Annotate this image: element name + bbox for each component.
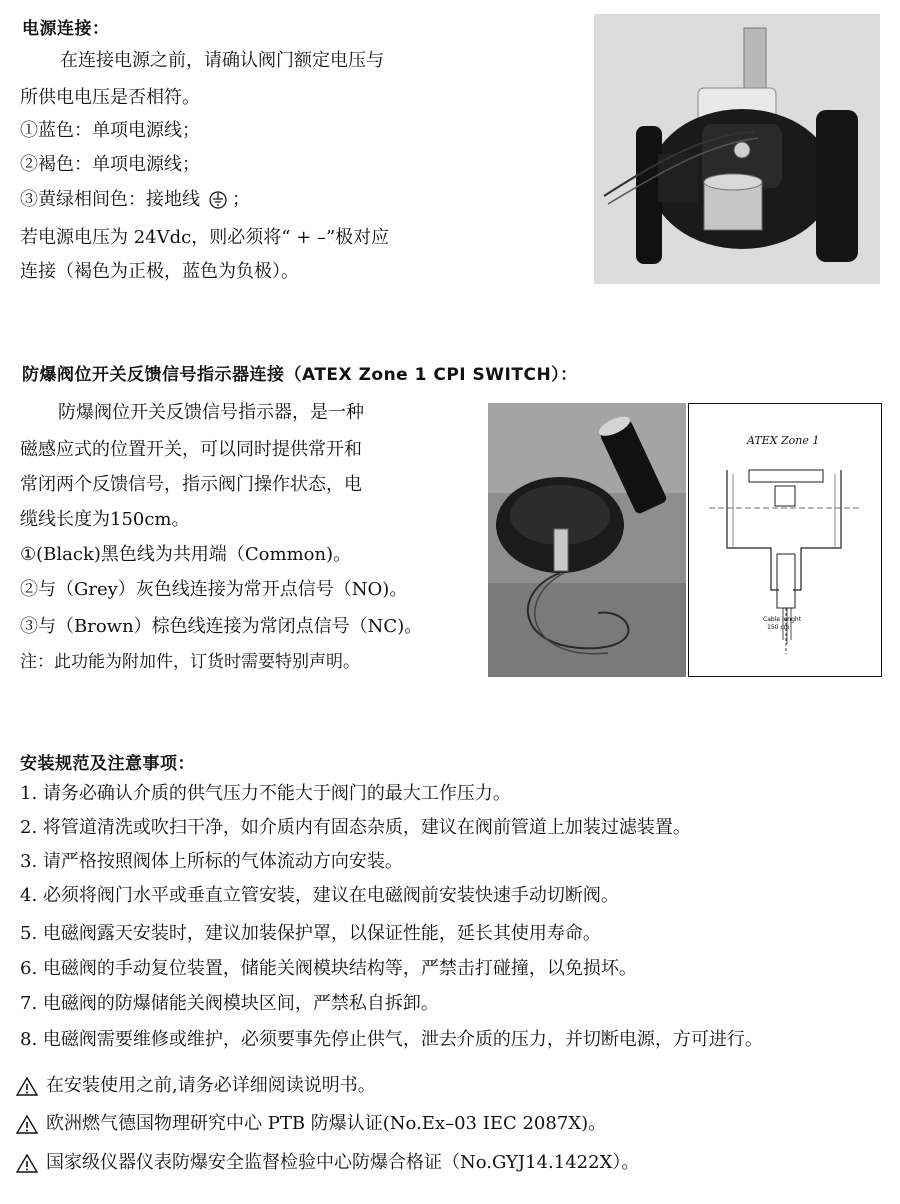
diagram-cable-note-1: Cable lenght xyxy=(763,616,802,623)
power-text-voltage: 若电源电压为 24Vdc，则必须将“ + –”极对应 xyxy=(20,227,390,248)
cpi-text-line-3: 常闭两个反馈信号，指示阀门操作状态，电 xyxy=(20,474,362,495)
power-text-line-2: 所供电电压是否相符。 xyxy=(20,87,200,108)
installation-item: 4. 必须将阀门水平或垂直立管安装，建议在电磁阀前安装快速手动切断阀。 xyxy=(20,885,619,906)
installation-item: 2. 将管道清洗或吹扫干净，如介质内有固态杂质，建议在阀前管道上加装过滤装置。 xyxy=(20,817,691,838)
installation-item: 5. 电磁阀露天安装时，建议加装保护罩，以保证性能，延长其使用寿命。 xyxy=(20,923,601,944)
ground-line-text: ③黄绿相间色：接地线 xyxy=(20,189,200,210)
warning-triangle-icon xyxy=(16,1153,38,1173)
power-text-polarity: 连接（褐色为正极，蓝色为负极）。 xyxy=(20,261,299,282)
installation-item: 8. 电磁阀需要维修或维护，必须要事先停止供气，泄去介质的压力，并切断电源，方可进行。 xyxy=(20,1029,763,1050)
section-heading-cpi-switch: 防爆阀位开关反馈信号指示器连接（ATEX Zone 1 CPI SWITCH）： xyxy=(22,365,578,385)
cpi-wire-brown: ③与（Brown）棕色线连接为常闭点信号（NC)。 xyxy=(20,616,423,637)
section-heading-installation: 安装规范及注意事项： xyxy=(20,754,195,774)
warning-read-manual xyxy=(16,1076,376,1096)
installation-item: 3. 请严格按照阀体上所标的气体流动方向安装。 xyxy=(20,851,403,872)
warning-text: 欧洲燃气德国物理研究中心 PTB 防爆认证(No.Ex–03 IEC 2087X)。 xyxy=(46,1113,607,1134)
cpi-text-line-4: 缆线长度为150cm。 xyxy=(20,509,190,530)
power-wire-brown: ②褐色：单项电源线； xyxy=(20,154,200,175)
cpi-text-line-1: 防爆阀位开关反馈信号指示器，是一种 xyxy=(58,402,364,423)
installation-item: 7. 电磁阀的防爆储能关阀模块区间，严禁私自拆卸。 xyxy=(20,993,439,1014)
cpi-switch-illustration xyxy=(488,403,686,677)
power-wire-blue: ①蓝色：单项电源线； xyxy=(20,120,200,141)
warning-ptb-certification xyxy=(16,1114,606,1134)
atex-drawing xyxy=(689,404,883,678)
cpi-text-line-2: 磁感应式的位置开关，可以同时提供常开和 xyxy=(20,439,362,460)
section-heading-power: 电源连接： xyxy=(22,19,110,39)
cpi-order-note: 注：此功能为附加件，订货时需要特别声明。 xyxy=(20,652,360,672)
warning-triangle-icon xyxy=(16,1076,38,1096)
cpi-switch-photo xyxy=(488,403,686,677)
diagram-title: ATEX Zone 1 xyxy=(747,434,820,447)
valve-photo xyxy=(594,14,880,284)
power-text-line-1: 在连接电源之前，请确认阀门额定电压与 xyxy=(60,50,384,71)
ground-suffix: ； xyxy=(232,189,250,210)
installation-item: 1. 请务必确认介质的供气压力不能大于阀门的最大工作压力。 xyxy=(20,783,511,804)
valve-illustration xyxy=(594,14,880,284)
warning-national-certificate xyxy=(16,1153,639,1173)
installation-item: 6. 电磁阀的手动复位装置，储能关阀模块结构等，严禁击打碰撞，以免损坏。 xyxy=(20,958,637,979)
cpi-wire-black: ①(Black)黑色线为共用端（Common)。 xyxy=(20,544,352,565)
warning-triangle-icon xyxy=(16,1114,38,1134)
ground-symbol-icon xyxy=(208,190,228,210)
warning-text: 在安装使用之前,请务必详细阅读说明书。 xyxy=(46,1075,376,1096)
warning-text: 国家级仪器仪表防爆安全监督检验中心防爆合格证（No.GYJ14.1422X）。 xyxy=(46,1152,640,1173)
cpi-wire-grey: ②与（Grey）灰色线连接为常开点信号（NO)。 xyxy=(20,579,408,600)
diagram-cable-note-2: 150 cm xyxy=(767,624,790,631)
power-wire-ground xyxy=(20,190,250,210)
atex-diagram xyxy=(688,403,882,677)
